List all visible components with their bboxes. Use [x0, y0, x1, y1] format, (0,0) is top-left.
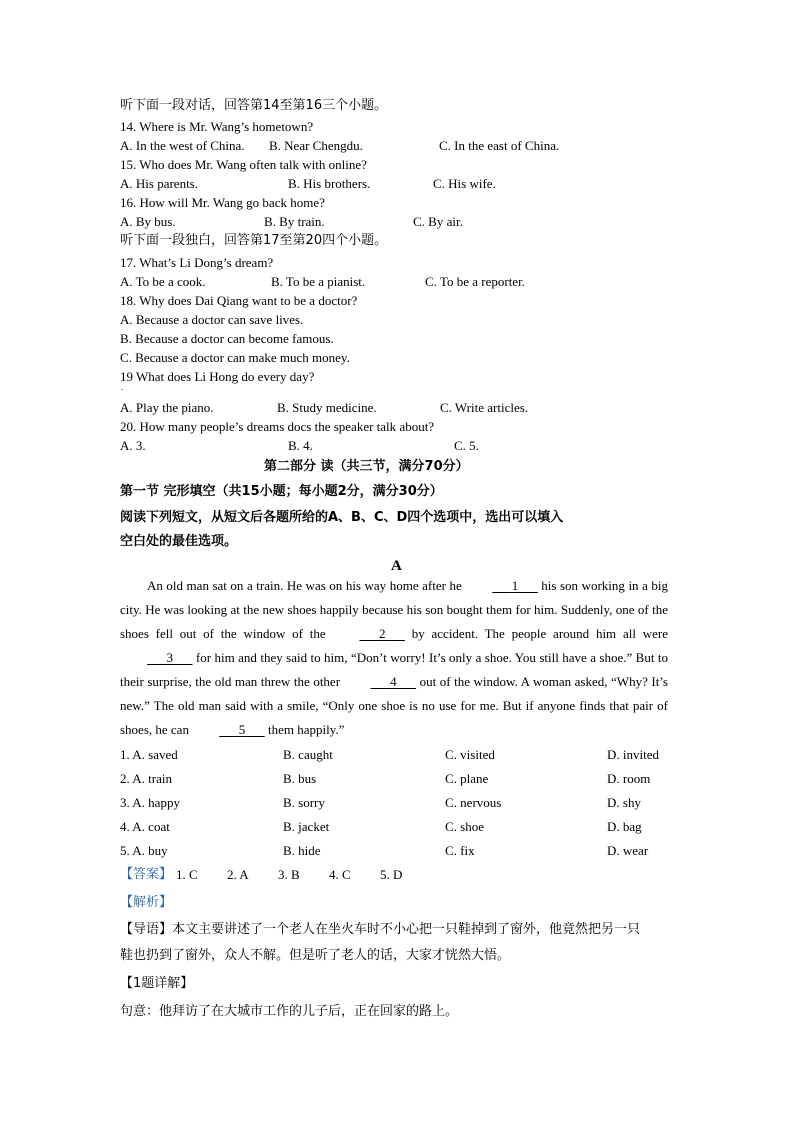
- q19-option-c: C. Write articles.: [440, 400, 529, 415]
- cloze-2-option-c: C. plane: [445, 771, 489, 786]
- blank-4: [344, 670, 417, 694]
- q14-option-c: C. In the east of China.: [439, 138, 560, 153]
- detail-text: 句意：他拜访了在大城市工作的儿子后，正在回家的路上。: [120, 1004, 459, 1019]
- q18-option-b: B. Because a doctor can become famous.: [120, 331, 334, 346]
- answer-label: 【答案】: [120, 867, 173, 882]
- instruction-line-2: 空白处的最佳选项。: [120, 534, 238, 549]
- analysis-label: 【解析】: [120, 895, 173, 910]
- blank-3: [120, 646, 193, 670]
- q16-option-c: C. By air.: [413, 214, 463, 229]
- q17-option-c: C. To be a reporter.: [425, 274, 525, 289]
- blank-5: [192, 718, 265, 742]
- q15-option-c: C. His wife.: [433, 176, 496, 191]
- answer-5: 5. D: [380, 867, 403, 882]
- passage-text-2: his son working in a big city. He was looking at the new shoes happily because his son bought them for him. Suddenly, one of the shoes fell out of the window of the: [120, 578, 668, 641]
- passage-text-6: them happily.”: [264, 722, 345, 737]
- q17-option-a: A. To be a cook.: [120, 274, 206, 289]
- cloze-3-option-c: C. nervous: [445, 795, 502, 810]
- q16-option-a: A. By bus.: [120, 214, 176, 229]
- q18-option-a: A. Because a doctor can save lives.: [120, 312, 304, 327]
- cloze-4-option-c: C. shoe: [445, 819, 484, 834]
- listening-section2-intro: 听下面一段独白，回答第17至第20四个小题。: [120, 233, 388, 248]
- q19-option-a: A. Play the piano.: [120, 400, 214, 415]
- cloze-1-option-d: D. invited: [607, 747, 659, 762]
- q20-option-a: A. 3.: [120, 438, 146, 453]
- cloze-5-option-b: B. hide: [283, 843, 321, 858]
- cloze-1-option-b: B. caught: [283, 747, 333, 762]
- blank-5-number: 5: [238, 722, 246, 737]
- cloze-3-option-a: 3. A. happy: [120, 795, 180, 810]
- question-18: 18. Why does Dai Qiang want to be a doctor?: [120, 293, 358, 308]
- cloze-4-option-d: D. bag: [607, 819, 642, 834]
- answer-1: 1. C: [176, 867, 198, 882]
- cloze-4-option-b: B. jacket: [283, 819, 330, 834]
- q20-option-c: C. 5.: [454, 438, 479, 453]
- blank-4-number: 4: [390, 674, 397, 689]
- passage-text-4: for him and they said to him, “Don’t worry! It’s only a shoe. You still have a shoe.” But to their surprise, the old man threw the other: [120, 650, 668, 689]
- stray-mark: .: [121, 383, 123, 392]
- cloze-5-option-a: 5. A. buy: [120, 843, 168, 858]
- instruction-line-1: 阅读下列短文，从短文后各题所给的A、B、C、D四个选项中，选出可以填入: [120, 510, 564, 525]
- q20-option-b: B. 4.: [288, 438, 313, 453]
- q15-option-a: A. His parents.: [120, 176, 198, 191]
- guide-label: 【导语】: [120, 922, 173, 937]
- blank-1-number: 1: [511, 578, 519, 593]
- cloze-1-option-a: 1. A. saved: [120, 747, 178, 762]
- question-17: 17. What’s Li Dong’s dream?: [120, 255, 274, 270]
- passage-text-5: out of the window. A woman asked, “Why? It’s new.” The old man said with a smile, “Only one shoe is no use for me. But if anyone finds that pair of shoes, he can: [120, 674, 668, 737]
- cloze-2-option-d: D. room: [607, 771, 651, 786]
- answer-2: 2. A: [227, 867, 249, 882]
- question-19: 19 What does Li Hong do every day?: [120, 369, 315, 384]
- cloze-5-option-c: C. fix: [445, 843, 475, 858]
- cloze-4-option-a: 4. A. coat: [120, 819, 170, 834]
- cloze-2-option-a: 2. A. train: [120, 771, 172, 786]
- listening-section1-intro: 听下面一段对话，回答第14至第16三个小题。: [120, 98, 388, 113]
- answer-3: 3. B: [278, 867, 300, 882]
- answer-4: 4. C: [329, 867, 351, 882]
- q19-option-b: B. Study medicine.: [277, 400, 377, 415]
- blank-1: [465, 574, 538, 598]
- question-16: 16. How will Mr. Wang go back home?: [120, 195, 325, 210]
- cloze-5-option-d: D. wear: [607, 843, 649, 858]
- cloze-2-option-b: B. bus: [283, 771, 317, 786]
- blank-3-number: 3: [166, 650, 173, 665]
- cloze-3-option-d: D. shy: [607, 795, 641, 810]
- cloze-1-option-c: C. visited: [445, 747, 495, 762]
- q15-option-b: B. His brothers.: [288, 176, 371, 191]
- cloze-passage: [120, 574, 668, 742]
- guide-line-2: 鞋也扔到了窗外，众人不解。但是听了老人的话，大家才恍然大悟。: [120, 948, 511, 963]
- section-title: 第一节 完形填空（共15小题；每小题2分，满分30分）: [120, 484, 443, 499]
- q14-option-a: A. In the west of China.: [120, 138, 245, 153]
- q17-option-b: B. To be a pianist.: [271, 274, 366, 289]
- q14-option-b: B. Near Chengdu.: [269, 138, 363, 153]
- guide-line-1: [120, 922, 640, 938]
- passage-text-1: An old man sat on a train. He was on his way home after he: [147, 578, 466, 593]
- cloze-3-option-b: B. sorry: [283, 795, 325, 810]
- passage-label: A: [391, 558, 402, 574]
- question-15: 15. Who does Mr. Wang often talk with online?: [120, 157, 367, 172]
- guide-text-1: 本文主要讲述了一个老人在坐火车时不小心把一只鞋掉到了窗外，他竟然把另一只: [172, 922, 641, 937]
- blank-2-number: 2: [378, 626, 386, 641]
- blank-2: [332, 622, 405, 646]
- question-14: 14. Where is Mr. Wang’s hometown?: [120, 119, 314, 134]
- q16-option-b: B. By train.: [264, 214, 325, 229]
- part-title: 第二部分 读（共三节，满分70分）: [264, 459, 469, 474]
- detail-label: 【1题详解】: [120, 976, 194, 991]
- passage-text-3: by accident. The people around him all were: [404, 626, 668, 641]
- question-20: 20. How many people’s dreams docs the speaker talk about?: [120, 419, 435, 434]
- q18-option-c: C. Because a doctor can make much money.: [120, 350, 350, 365]
